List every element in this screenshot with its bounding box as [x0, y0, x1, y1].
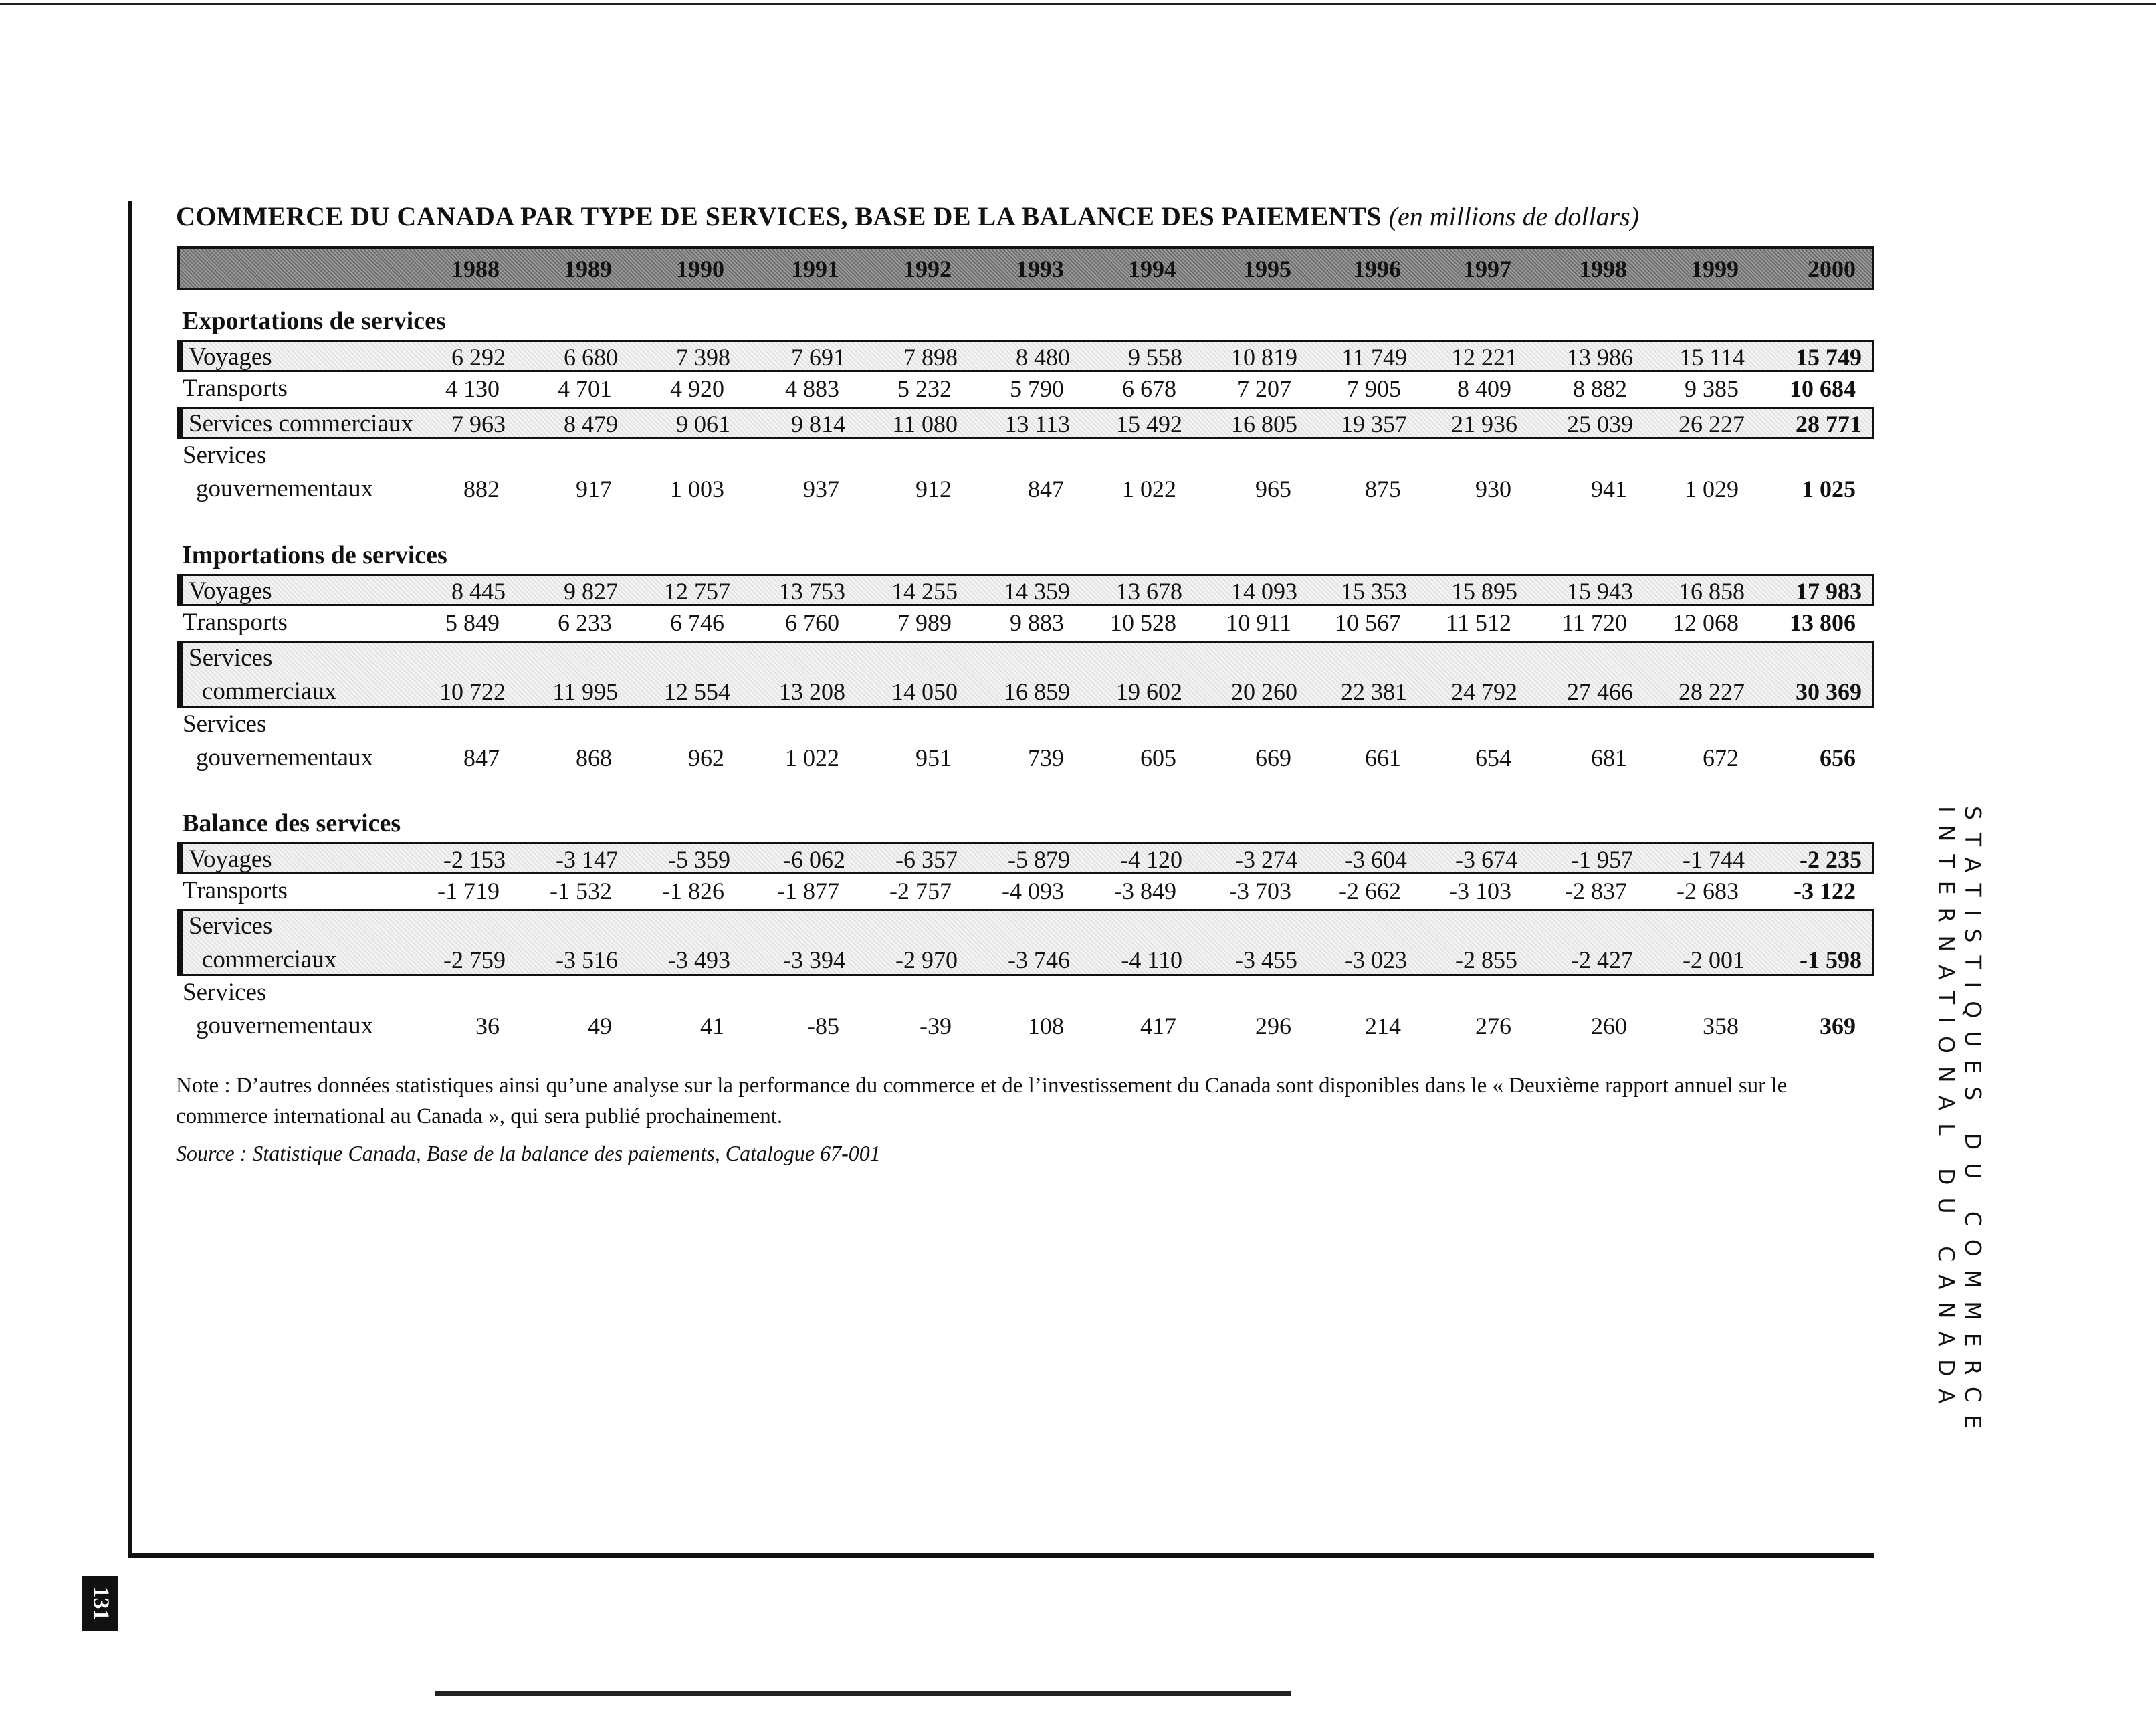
row-label: Transports — [183, 877, 288, 904]
table-cell: 7 207 — [1237, 375, 1291, 402]
row-label: gouvernementaux — [196, 1012, 374, 1039]
table-cell: 847 — [1028, 476, 1064, 502]
table-cell: -1 826 — [662, 878, 724, 904]
table-cell: 7 963 — [451, 411, 506, 437]
table-cell: 9 814 — [791, 411, 845, 437]
table-cell: -2 001 — [1683, 946, 1745, 973]
year-header-bar — [177, 246, 1874, 290]
table-cell: 214 — [1365, 1013, 1401, 1039]
year-header: 1992 — [903, 256, 952, 282]
table-cell: 1 029 — [1685, 476, 1739, 502]
table-cell: 11 080 — [892, 411, 958, 437]
table-cell: 15 353 — [1341, 578, 1407, 605]
year-header: 2000 — [1808, 256, 1856, 282]
row-label: Services — [183, 441, 267, 469]
table-cell: 49 — [588, 1013, 612, 1039]
table-cell: 12 554 — [664, 678, 730, 705]
table-row — [177, 842, 1874, 874]
table-cell: 13 986 — [1567, 344, 1633, 371]
table-cell: 19 357 — [1341, 411, 1407, 437]
table-cell: 10 911 — [1226, 609, 1291, 636]
table-cell: 25 039 — [1567, 411, 1633, 437]
table-cell: 8 882 — [1573, 375, 1627, 402]
year-header: 1996 — [1353, 256, 1401, 282]
table-cell: 16 858 — [1679, 578, 1745, 605]
table-cell: 912 — [915, 476, 952, 502]
row-label: gouvernementaux — [196, 475, 374, 502]
table-cell: -85 — [807, 1013, 839, 1039]
table-cell: 7 905 — [1347, 375, 1401, 402]
table-cell: 260 — [1591, 1013, 1627, 1039]
table-cell: 10 684 — [1790, 375, 1856, 402]
table-cell: 672 — [1703, 744, 1739, 771]
row-label: gouvernementaux — [196, 744, 374, 771]
table-cell: 108 — [1028, 1013, 1064, 1039]
footer-rule — [435, 1691, 1291, 1696]
table-cell: 7 398 — [676, 344, 730, 371]
table-cell: 21 936 — [1451, 411, 1517, 437]
table-cell: -1 598 — [1800, 946, 1862, 973]
table-cell: 654 — [1475, 744, 1511, 771]
table-cell: -2 153 — [443, 846, 506, 873]
year-header: 1993 — [1016, 256, 1064, 282]
table-cell: -3 394 — [783, 946, 845, 973]
table-cell: 9 827 — [564, 578, 618, 605]
year-header: 1999 — [1691, 256, 1739, 282]
table-cell: 6 760 — [785, 609, 839, 636]
table-cell: 6 680 — [564, 344, 618, 371]
table-cell: 13 208 — [779, 678, 845, 705]
row-label: commerciaux — [202, 946, 337, 973]
table-cell: 296 — [1255, 1013, 1291, 1039]
table-cell: 15 749 — [1796, 344, 1862, 371]
table-cell: 11 512 — [1446, 609, 1511, 636]
table-cell: 656 — [1820, 744, 1856, 771]
table-cell: 15 943 — [1567, 578, 1633, 605]
row-label: commerciaux — [202, 678, 337, 705]
table-cell: 9 558 — [1128, 344, 1182, 371]
row-label: Voyages — [189, 845, 272, 873]
section-title: Exportations de services — [182, 307, 446, 335]
table-cell: 14 093 — [1231, 578, 1297, 605]
table-cell: -4 093 — [1002, 878, 1064, 904]
table-cell: 14 359 — [1004, 578, 1070, 605]
table-cell: 847 — [463, 744, 500, 771]
table-cell: 12 068 — [1673, 609, 1739, 636]
table-cell: -3 746 — [1008, 946, 1070, 973]
table-cell: 739 — [1028, 744, 1064, 771]
table-cell: 12 757 — [664, 578, 730, 605]
top-rule — [0, 3, 2156, 5]
row-label: Services commerciaux — [189, 410, 413, 437]
table-cell: 14 050 — [891, 678, 958, 705]
table-cell: 369 — [1820, 1013, 1856, 1039]
year-header: 1994 — [1128, 256, 1176, 282]
table-cell: -3 604 — [1345, 846, 1407, 873]
table-cell: 30 369 — [1796, 678, 1862, 705]
side-title-line-2: INTERNATIONAL DU CANADA — [1933, 806, 1959, 1417]
table-cell: 6 292 — [451, 344, 506, 371]
table-cell: 17 983 — [1796, 578, 1862, 605]
table-cell: -3 122 — [1794, 878, 1856, 904]
table-cell: -3 103 — [1449, 878, 1511, 904]
table-cell: 882 — [463, 476, 500, 502]
table-cell: -39 — [920, 1013, 952, 1039]
year-header: 1988 — [451, 256, 500, 282]
table-cell: -4 120 — [1120, 846, 1182, 873]
table-cell: 16 805 — [1231, 411, 1297, 437]
table-row — [177, 373, 1874, 405]
table-cell: 16 859 — [1004, 678, 1070, 705]
table-title-unit: (en millions de dollars) — [1388, 201, 1640, 231]
table-row — [177, 607, 1874, 639]
table-cell: 917 — [576, 476, 612, 502]
table-cell: -2 662 — [1339, 878, 1401, 904]
table-cell: 941 — [1591, 476, 1627, 502]
table-cell: -5 879 — [1008, 846, 1070, 873]
table-cell: 26 227 — [1679, 411, 1745, 437]
table-cell: -2 970 — [895, 946, 958, 973]
table-cell: 11 720 — [1561, 609, 1627, 636]
table-cell: 4 701 — [558, 375, 612, 402]
table-cell: 20 260 — [1231, 678, 1297, 705]
table-cell: -2 759 — [443, 946, 506, 973]
table-cell: 661 — [1365, 744, 1401, 771]
table-cell: 6 746 — [670, 609, 724, 636]
table-cell: 28 227 — [1679, 678, 1745, 705]
table-cell: 9 061 — [676, 411, 730, 437]
table-cell: 1 022 — [785, 744, 839, 771]
table-cell: -3 493 — [668, 946, 730, 973]
table-cell: 8 445 — [451, 578, 506, 605]
table-cell: -4 110 — [1121, 946, 1182, 973]
page-number: 131 — [82, 1576, 118, 1631]
table-cell: -3 274 — [1235, 846, 1297, 873]
year-header: 1995 — [1243, 256, 1291, 282]
table-cell: 1 022 — [1122, 476, 1176, 502]
year-header: 1997 — [1463, 256, 1511, 282]
table-cell: -2 757 — [889, 878, 952, 904]
row-label: Voyages — [189, 343, 272, 371]
table-cell: 669 — [1255, 744, 1291, 771]
row-label: Transports — [183, 375, 288, 402]
table-cell: 24 792 — [1451, 678, 1517, 705]
table-cell: -1 744 — [1683, 846, 1745, 873]
table-cell: -3 849 — [1114, 878, 1176, 904]
table-cell: 6 678 — [1122, 375, 1176, 402]
table-cell: 605 — [1140, 744, 1176, 771]
table-row — [177, 407, 1874, 439]
table-cell: 962 — [688, 744, 724, 771]
table-cell: 10 819 — [1231, 344, 1297, 371]
table-cell: 19 602 — [1116, 678, 1182, 705]
row-label: Transports — [183, 609, 288, 636]
table-cell: 10 567 — [1335, 609, 1401, 636]
table-cell: -2 235 — [1800, 846, 1862, 873]
table-cell: 358 — [1703, 1013, 1739, 1039]
table-row — [177, 876, 1874, 908]
table-cell: -1 532 — [550, 878, 612, 904]
table-cell: -6 357 — [895, 846, 958, 873]
table-cell: -3 023 — [1345, 946, 1407, 973]
table-cell: 951 — [915, 744, 952, 771]
table-row — [177, 641, 1874, 708]
table-source: Source : Statistique Canada, Base de la balance des paiements, Catalogue 67-001 — [176, 1141, 881, 1165]
table-cell: 930 — [1475, 476, 1511, 502]
table-cell: 13 113 — [1004, 411, 1070, 437]
table-cell: 7 898 — [903, 344, 958, 371]
table-cell: 9 883 — [1010, 609, 1064, 636]
table-row — [177, 574, 1874, 606]
table-cell: 8 480 — [1016, 344, 1070, 371]
table-cell: 1 003 — [670, 476, 724, 502]
year-header: 1989 — [564, 256, 612, 282]
left-margin-rule — [128, 201, 132, 1555]
table-cell: -3 703 — [1229, 878, 1291, 904]
side-title-line-1: STATISTIQUES DU COMMERCE — [1960, 806, 1986, 1441]
table-cell: 7 691 — [791, 344, 845, 371]
table-cell: -5 359 — [668, 846, 730, 873]
table-cell: -1 719 — [437, 878, 500, 904]
table-row — [177, 340, 1874, 372]
table-cell: 5 232 — [897, 375, 952, 402]
table-cell: 5 849 — [445, 609, 500, 636]
table-cell: 1 025 — [1802, 476, 1856, 502]
table-cell: 9 385 — [1685, 375, 1739, 402]
year-header: 1998 — [1579, 256, 1627, 282]
section-title: Balance des services — [182, 809, 401, 837]
table-cell: 41 — [700, 1013, 724, 1039]
table-cell: 937 — [803, 476, 839, 502]
year-header: 1990 — [676, 256, 724, 282]
table-cell: 28 771 — [1796, 411, 1862, 437]
table-cell: -3 674 — [1455, 846, 1517, 873]
table-row — [177, 977, 1874, 1044]
table-cell: 15 895 — [1451, 578, 1517, 605]
table-cell: 13 753 — [779, 578, 845, 605]
table-row — [177, 709, 1874, 776]
year-header: 1991 — [791, 256, 839, 282]
table-cell: 36 — [475, 1013, 500, 1039]
table-cell: 5 790 — [1010, 375, 1064, 402]
table-cell: 15 114 — [1679, 344, 1745, 371]
table-cell: 14 255 — [891, 578, 958, 605]
table-cell: 13 806 — [1790, 609, 1856, 636]
row-label: Services — [189, 644, 273, 672]
section-title: Importations de services — [182, 541, 447, 569]
table-cell: 11 749 — [1341, 344, 1407, 371]
table-cell: -3 455 — [1235, 946, 1297, 973]
row-label: Services — [183, 710, 267, 738]
table-cell: -2 683 — [1677, 878, 1739, 904]
table-cell: -2 427 — [1571, 946, 1633, 973]
table-cell: -3 147 — [556, 846, 618, 873]
table-row — [177, 909, 1874, 976]
bottom-rule — [128, 1553, 1874, 1558]
table-cell: 868 — [576, 744, 612, 771]
table-cell: 13 678 — [1116, 578, 1182, 605]
table-cell: 4 920 — [670, 375, 724, 402]
table-cell: 12 221 — [1451, 344, 1517, 371]
row-label: Services — [183, 979, 267, 1006]
side-running-title — [1933, 806, 2006, 1562]
table-cell: 27 466 — [1567, 678, 1633, 705]
table-cell: 6 233 — [558, 609, 612, 636]
row-label: Voyages — [189, 577, 272, 605]
table-cell: 8 479 — [564, 411, 618, 437]
table-cell: -2 855 — [1455, 946, 1517, 973]
table-cell: 276 — [1475, 1013, 1511, 1039]
table-cell: 10 722 — [439, 678, 506, 705]
table-title — [176, 201, 1915, 232]
table-cell: -2 837 — [1565, 878, 1627, 904]
table-cell: 7 989 — [897, 609, 952, 636]
table-cell: 417 — [1140, 1013, 1176, 1039]
table-row — [177, 440, 1874, 507]
table-cell: -1 877 — [777, 878, 839, 904]
table-cell: -6 062 — [783, 846, 845, 873]
table-cell: 4 883 — [785, 375, 839, 402]
table-note: Note : D’autres données statistiques ainsi qu’une analyse sur la performance du commerce et de l’investissement du Canada sont disponibles dans le « Deuxième rapport annuel sur le commerce international au Canada », qui sera publié prochainement. — [176, 1074, 1788, 1128]
table-cell: 965 — [1255, 476, 1291, 502]
table-cell: 22 381 — [1341, 678, 1407, 705]
table-cell: 4 130 — [445, 375, 500, 402]
table-cell: 15 492 — [1116, 411, 1182, 437]
table-cell: 8 409 — [1457, 375, 1511, 402]
table-cell: 875 — [1365, 476, 1401, 502]
table-cell: 10 528 — [1110, 609, 1176, 636]
table-cell: 11 995 — [552, 678, 618, 705]
table-cell: -1 957 — [1571, 846, 1633, 873]
table-cell: -3 516 — [556, 946, 618, 973]
table-cell: 681 — [1591, 744, 1627, 771]
table-title-main: COMMERCE DU CANADA PAR TYPE DE SERVICES, BASE DE LA BALANCE DES PAIEMENTS — [176, 201, 1382, 231]
row-label: Services — [189, 912, 273, 940]
